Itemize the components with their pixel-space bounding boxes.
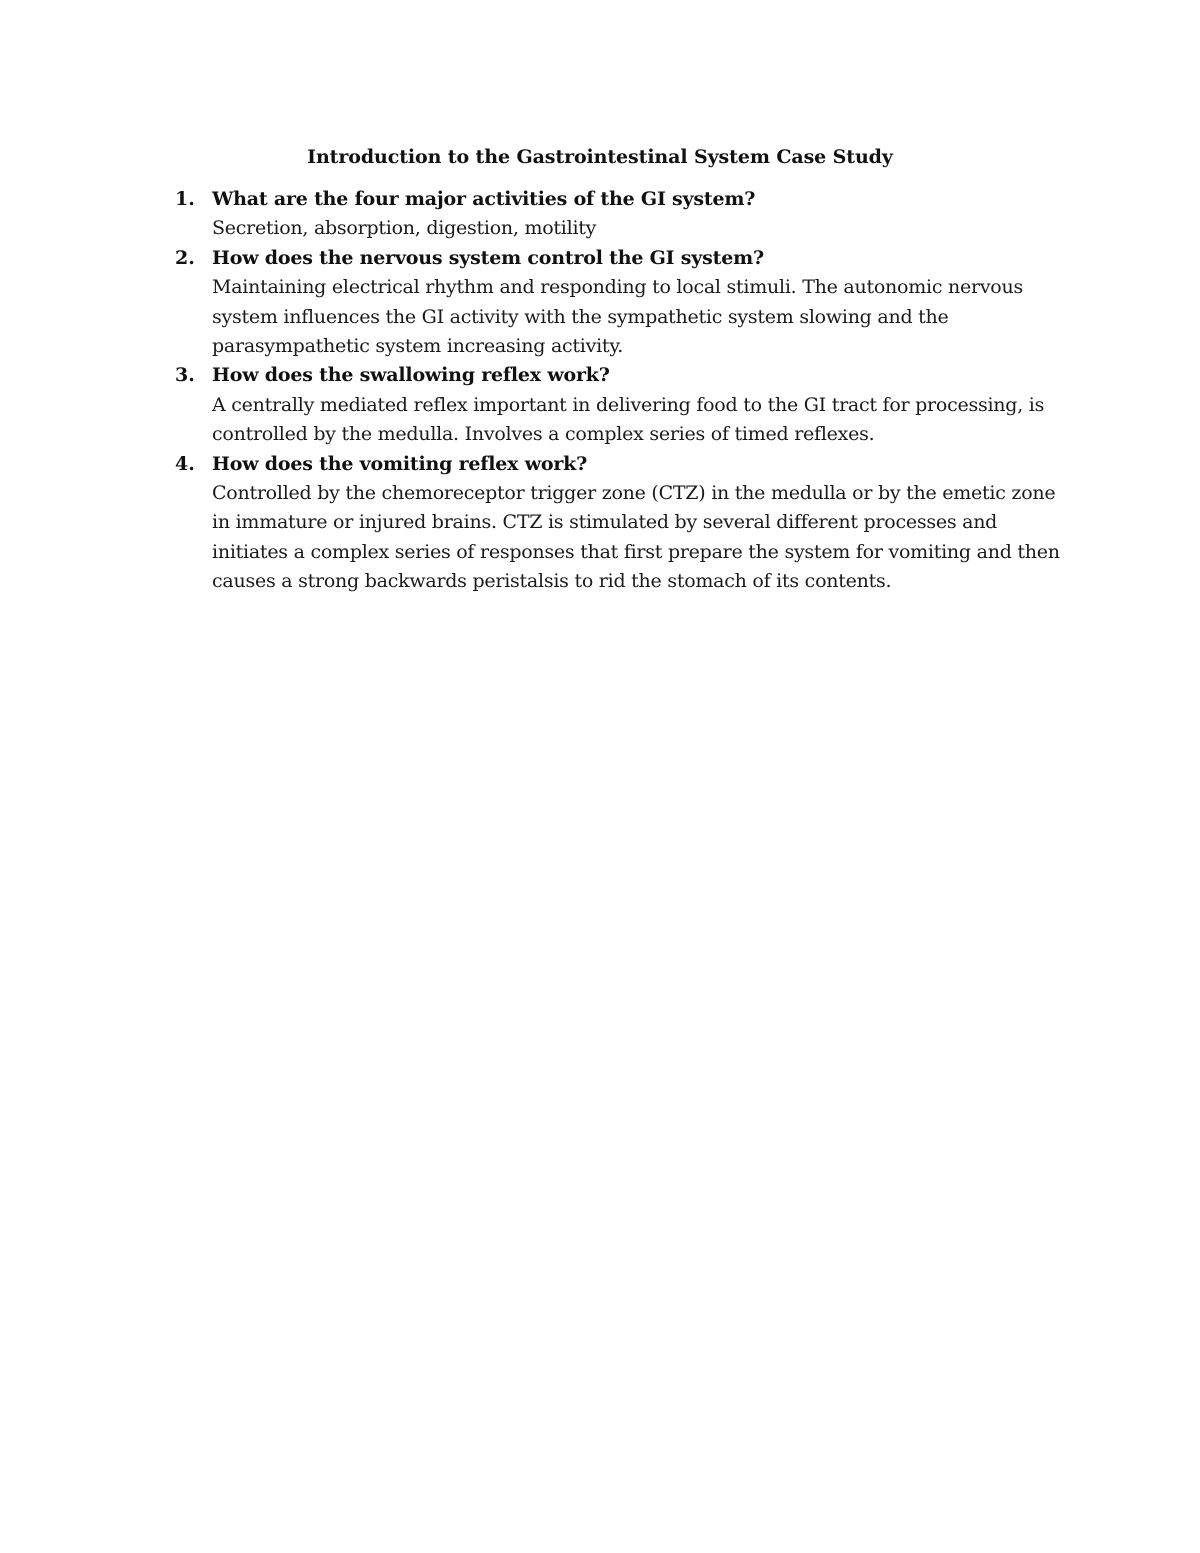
question-text: What are the four major activities of the GI system?: [212, 188, 756, 210]
answer-line: causes a strong backwards peristalsis to rid the stomach of its contents.: [212, 570, 892, 593]
question-text: How does the swallowing reflex work?: [212, 364, 610, 387]
document-title: Introduction to the Gastrointestinal System Case Study: [307, 146, 893, 168]
question-number: 3.: [175, 364, 195, 387]
answer-line: Maintaining electrical rhythm and responding to local stimuli. The autonomic nervous: [212, 276, 1023, 299]
question-item-3: [175, 361, 1075, 449]
question-item-1: [175, 185, 1075, 244]
answer-line: initiates a complex series of responses that first prepare the system for vomiting and then: [212, 540, 1060, 563]
answer-line: system influences the GI activity with the sympathetic system slowing and the: [212, 305, 949, 328]
answer-line: A centrally mediated reflex important in delivering food to the GI tract for processing, is: [212, 393, 1045, 416]
question-list: [175, 185, 1075, 597]
question-number: 2.: [175, 246, 195, 269]
question-text: How does the nervous system control the GI system?: [212, 246, 764, 269]
question-number: 1.: [175, 188, 195, 210]
question-item-4: [175, 450, 1075, 597]
answer-line: in immature or injured brains. CTZ is stimulated by several different processes and: [212, 511, 998, 534]
question-item-2: [175, 244, 1075, 362]
answer-line: Controlled by the chemoreceptor trigger zone (CTZ) in the medulla or by the emetic zone: [212, 482, 1056, 505]
question-number: 4.: [175, 452, 195, 475]
answer-line: Secretion, absorption, digestion, motility: [212, 217, 597, 240]
question-text: How does the vomiting reflex work?: [212, 452, 588, 475]
answer-line: controlled by the medulla. Involves a complex series of timed reflexes.: [212, 423, 875, 446]
answer-line: parasympathetic system increasing activity.: [212, 335, 624, 358]
